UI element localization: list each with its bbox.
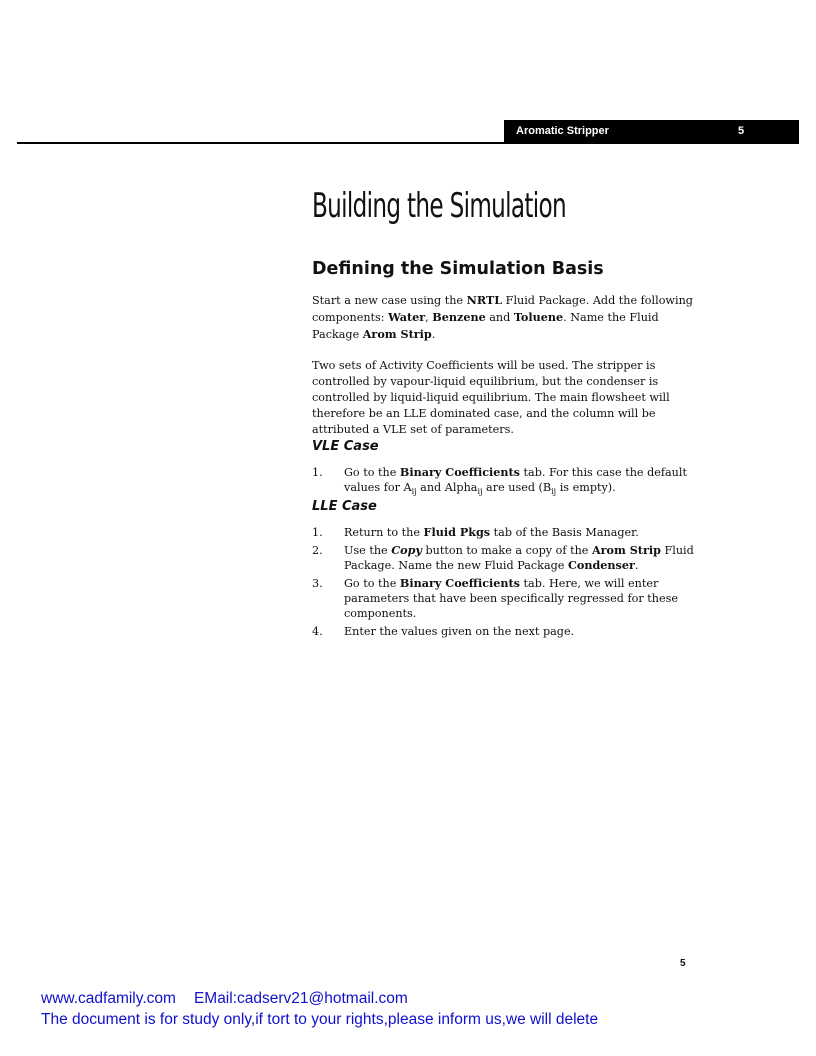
- intro-paragraph-2: Two sets of Activity Coefficients will be used. The stripper is controlled by vapour-liquid equilibrium, but the condenser is controlled by liquid-liquid equilibrium. The main flowsheet will therefore be an LLE dominated case, and the column will be attributed a VLE set of parameters.: [312, 359, 670, 436]
- section-title: Defining the Simulation Basis: [312, 259, 604, 279]
- chapter-title: Building the Simulation: [312, 186, 566, 226]
- footer-site: www.cadfamily.com: [41, 990, 176, 1007]
- main-content: [312, 180, 700, 642]
- lle-steps: [312, 525, 700, 639]
- footer-watermark: [41, 988, 598, 1030]
- list-item: 2. Use the Copy button to make a copy of the Arom Strip Fluid Package. Name the new Fluid Package Condenser.: [312, 543, 694, 572]
- footer-email: EMail:cadserv21@hotmail.com: [193, 990, 408, 1007]
- list-item: 4. Enter the values given on the next page.: [312, 625, 575, 638]
- running-header-page: 5: [738, 125, 745, 137]
- page-number: 5: [680, 958, 686, 969]
- footer-notice: The document is for study only,if tort to your rights,please inform us,we will delete: [41, 1011, 599, 1028]
- vle-steps: [312, 465, 700, 495]
- list-item: 3. Go to the Binary Coefficients tab. Here, we will enter parameters that have been specifically regressed for these components.: [312, 576, 678, 620]
- lle-case-heading: LLE Case: [312, 499, 377, 514]
- intro-paragraph-1: Start a new case using the NRTL Fluid Package. Add the following components: Water, Benzene and Toluene. Name the Fluid Package Arom Strip.: [312, 293, 693, 341]
- list-item: 1. Return to the Fluid Pkgs tab of the Basis Manager.: [312, 525, 639, 539]
- vle-case-heading: VLE Case: [312, 439, 379, 454]
- running-header: [504, 120, 799, 143]
- list-item: 1. Go to the Binary Coefficients tab. For this case the default values for $A_{ij}$ and Alpha$_{ij}$ are used ($B_{ij}$ is empty).: [312, 465, 687, 496]
- running-header-title: Aromatic Stripper: [516, 125, 609, 137]
